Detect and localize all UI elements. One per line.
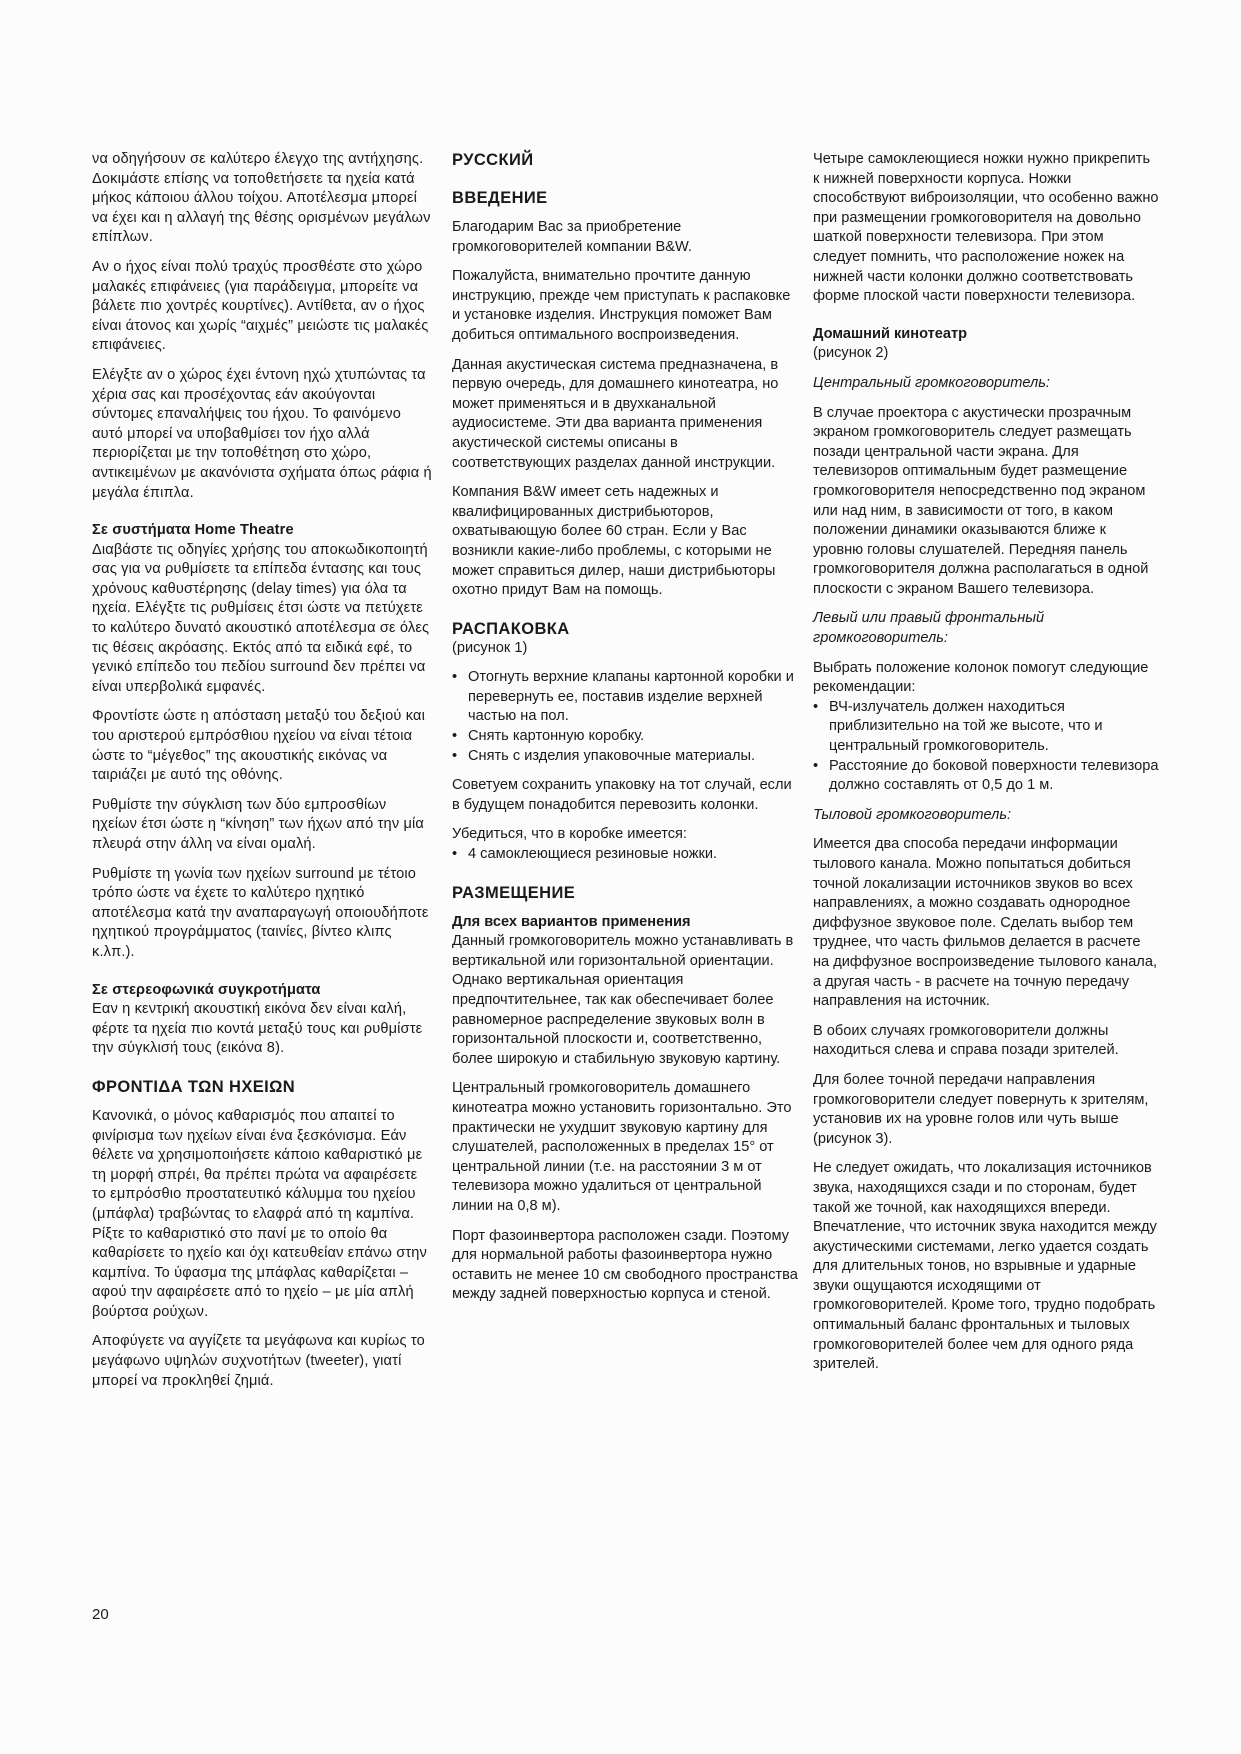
subheading-home-cinema: Домашний кинотеатр [813,325,968,342]
figure-reference: (рисунок 1) [452,639,528,656]
paragraph: Ελέγξτε αν ο χώρος έχει έντονη ηχώ χτυπώντας τα χέρια σας και προσέχοντας εάν ακούγονται σύντομες επαναλήψεις του ήχου. Το φαινόμενο αυτό μπορεί να υποβαθμίσει τον ήχο αλλά περιορίζεται με την τοποθέτηση στο χώρο, αντικειμένων με ακανόνιστα σχήματα όπως ράφια ή μεγάλα έπιπλα. [92,366,432,501]
subheading-front-speaker: Левый или правый фронтальный громкоговоритель: [813,610,1045,647]
list-item: • Снять картонную коробку. [452,727,798,747]
paragraph: Советуем сохранить упаковку на тот случай, если в будущем понадобится перевозить колонки. [452,777,792,813]
heading-introduction: ВВЕДЕНИЕ [452,189,548,207]
box-contents-list [452,845,798,865]
list-item: • Отогнуть верхние клапаны картонной коробки и перевернуть ее, поставив изделие верхней частью на пол. [452,668,798,727]
paragraph: Ρυθμίστε τη γωνία των ηχείων surround με τέτοιο τρόπο ώστε να έχετε το καλύτερο ηχητικό αποτέλεσμα κατά την αναπαραγωγή οποιουδήποτε ηχητικού προγράμματος (ταινίες, βίντεο κλιπς κ.λπ.). [92,865,429,960]
subheading-center-speaker: Центральный громкоговоритель: [813,374,1050,391]
front-speaker-list [813,698,1159,796]
paragraph: Ρυθμίστε την σύγκλιση των δύο εμπροσθίων ηχείων έτσι ώστε η “κίνηση” των ήχων από την μία πλευρά στην άλλη να είναι ομαλή. [92,796,425,852]
subheading-rear-speaker: Тыловой громкоговоритель: [813,806,1012,823]
paragraph: Αν ο ήχος είναι πολύ τραχύς προσθέστε στο χώρο μαλακές επιφάνειες (για παράδειγμα, μπορείτε να βάλετε πιο χοντρές κουρτίνες). Αντίθετα, αν ο ήχος είναι άτονος και χωρίς “αιχμές” μειώστε τις μαλακές επιφάνειες. [92,258,429,354]
paragraph: Εαν η κεντρική ακουστική εικόνα δεν είναι καλή, φέρτε τα ηχεία πιο κοντά μεταξύ τους και ρυθμίστε την σύγκλισή τους (εικόνα 8). [92,1001,423,1057]
heading-language: РУССКИЙ [452,151,534,169]
figure-reference: (рисунок 2) [813,345,889,362]
paragraph: Διαβάστε τις οδηγίες χρήσης του αποκωδικοποιητή σας για να ρυθμίσετε τα επίπεδα έντασης και τους χρόνους καθυστέρησης (delay times) για όλα τα ηχεία. Ελέγξτε τις ρυθμίσεις έτσι ώστε να πετύχετε το καλύτερο δυνατό ακουστικό αποτέλεσμα σε όλες τις θέσεις ακρόασης. Εκτός από τα ειδικά εφέ, το γενικό επίπεδο του πεδίου surround δεν πρέπει να είναι υπερβολικά εμφανές. [92,541,430,695]
list-item: • Снять с изделия упаковочные материалы. [452,747,798,767]
paragraph: Не следует ожидать, что локализация источников звука, находящихся сзади и по сторонам, будет такой же точной, как находящихся впереди. Впечатление, что источник звука находится между акустическими системами, легко удается создать для длительных тонов, но взрывные и ударные звуки ощущаются исходящими от громкоговорителей. Кроме того, трудно подобрать оптимальный баланс фронтальных и тыловых громкоговорителей более чем для одного ряда зрителей. [813,1160,1157,1373]
paragraph: Пожалуйста, внимательно прочтите данную инструкцию, прежде чем приступать к распаковке и установке изделия. Инструкция поможет Вам добиться оптимального воспроизведения. [452,268,791,343]
paragraph: В случае проектора с акустически прозрачным экраном громкоговоритель следует размещать позади центральной части экрана. Для телевизоров оптимальным будет размещение громкоговорителя непосредственно под экраном или над ним, в зависимости от того, в каком положении динамики оказываются ближе к уровню головы слушателей. Передняя панель громкоговорителя должна располагаться в одной плоскости с экраном Вашего телевизора. [813,404,1149,597]
list-item: • ВЧ-излучатель должен находиться приблизительно на той же высоте, что и центральный громкоговоритель. [813,698,1159,757]
paragraph: Четыре самоклеющиеся ножки нужно прикрепить к нижней поверхности корпуса. Ножки способствуют виброизоляции, что особенно важно при размещении громкоговорителя на довольно шаткой поверхности телевизора. При этом следует помнить, что расположение ножек на нижней части колонки должно соответствовать форме плоской части поверхности телевизора. [813,151,1159,305]
paragraph: Выбрать положение колонок помогут следующие рекомендации: [813,659,1149,696]
paragraph: Благодарим Вас за приобретение громкоговорителей компании B&W. [452,219,692,255]
paragraph: Убедиться, что в коробке имеется: [452,826,687,843]
list-item: • 4 самоклеющиеся резиновые ножки. [452,845,798,865]
column-greek [92,150,432,1401]
paragraph: Данная акустическая система предназначена, в первую очередь, для домашнего кинотеатра, но может применяться и в двухканальной аудиосистеме. Эти два варианта применения акустической системы описаны в соответствующих разделах данной инструкции. [452,356,779,471]
paragraph: Центральный громкоговоритель домашнего кинотеатра можно установить горизонтально. Это практически не ухудшит звуковую картину для слушателей, расположенных в пределах 15° от центральной линии (т.е. на расстоянии 3 м от телевизора можно удалиться от центральной линии на 0,8 м). [452,1080,792,1214]
paragraph: Компания B&W имеет сеть надежных и квалифицированных дистрибьюторов, охватывающую более 60 стран. Если у Вас возникли какие-либо проблемы, с которыми не может справиться дилер, наши дистрибьюторы охотно придут Вам на помощь. [452,484,776,599]
heading-speaker-care: ΦΡΟΝΤΙΔΑ ΤΩΝ ΗΧΕΙΩΝ [92,1077,296,1096]
page-number: 20 [92,1606,109,1623]
paragraph: Κανονικά, ο μόνος καθαρισμός που απαιτεί το φινίρισμα των ηχείων είναι ένα ξεσκόνισμα. Εάν θέλετε να χρησιμοποιήσετε κάποιο καθαριστικό με τη μορφή σπρέι, θα πρέπει πρώτα να αφαιρέσετε το εμπρόσθιο προστατευτικό κάλυμμα του ηχείου (μπάφλα) τραβώντας το ελαφρά από τη καμπίνα. Ρίξτε το καθαριστικό στο πανί με το οποίο θα καθαρίσετε το ηχείο και όχι κατευθείαν επάνω στην καμπίνα. Το ύφασμα της μπάφλας καθαρίζεται – αφού την αφαιρέσετε από το ηχείο – με μία απλή βούρτσα ρούχων. [92,1107,427,1320]
paragraph: Данный громкоговоритель можно устанавливать в вертикальной или горизонтальной ориентации. Однако вертикальная ориентация предпочтительнее, так как обеспечивает более равномерное распределение звуковых волн в горизонтальной плоскости и, соответственно, более широкую и стабильную звуковую картину. [452,933,794,1067]
paragraph: Φροντίστε ώστε η απόσταση μεταξύ του δεξιού και του αριστερού εμπρόσθιου ηχείου να είναι τέτοια ώστε το “μέγεθος” της ακουστικής εικόνας να ταιριάζει με αυτό της οθόνης. [92,708,425,784]
paragraph: Αποφύγετε να αγγίζετε τα μεγάφωνα και κυρίως το μεγάφωνο υψηλών συχνοτήτων (tweeter), γιατί μπορεί να προκληθεί ζημιά. [92,1333,425,1389]
subheading-home-theatre: Σε συστήματα Home Theatre [92,522,294,539]
column-russian-2 [813,150,1159,1385]
unpacking-list [452,668,798,766]
heading-placement: РАЗМЕЩЕНИЕ [452,883,576,902]
column-russian-1 [452,150,798,1315]
paragraph: В обоих случаях громкоговорители должны находиться слева и справа позади зрителей. [813,1022,1119,1059]
subheading-all-uses: Для всех вариантов применения [452,913,691,930]
paragraph: να οδηγήσουν σε καλύτερο έλεγχο της αντήχησης. Δοκιμάστε επίσης να τοποθετήσετε τα ηχεία κατά μήκος κάποιου άλλου τοίχου. Αποτέλεσμα μπορεί να έχει και η αλλαγή της θέσης ορισμένων μεγάλων επίπλων. [92,151,431,246]
paragraph: Имеется два способа передачи информации тылового канала. Можно попытаться добиться точной локализации источников звуков во всех направлениях, а можно создавать однородное диффузное звуковое поле. Сделать выбор тем труднее, что часть фильмов делается в расчете на диффузное воспроизведение тылового канала, а другая часть - в расчете на точную передачу направления на источник. [813,836,1157,1010]
list-item: • Расстояние до боковой поверхности телевизора должно составлять от 0,5 до 1 м. [813,757,1159,796]
heading-unpacking: РАСПАКОВКА [452,619,570,638]
paragraph: Порт фазоинвертора расположен сзади. Поэтому для нормальной работы фазоинвертора нужно оставить не менее 10 см свободного пространства между задней поверхностью корпуса и стеной. [452,1227,798,1303]
subheading-stereo: Σε στερεοφωνικά συγκροτήματα [92,981,321,998]
paragraph: Для более точной передачи направления громкоговорители следует повернуть к зрителям, установив их на уровне голов или чуть выше (рисунок 3). [813,1071,1149,1147]
